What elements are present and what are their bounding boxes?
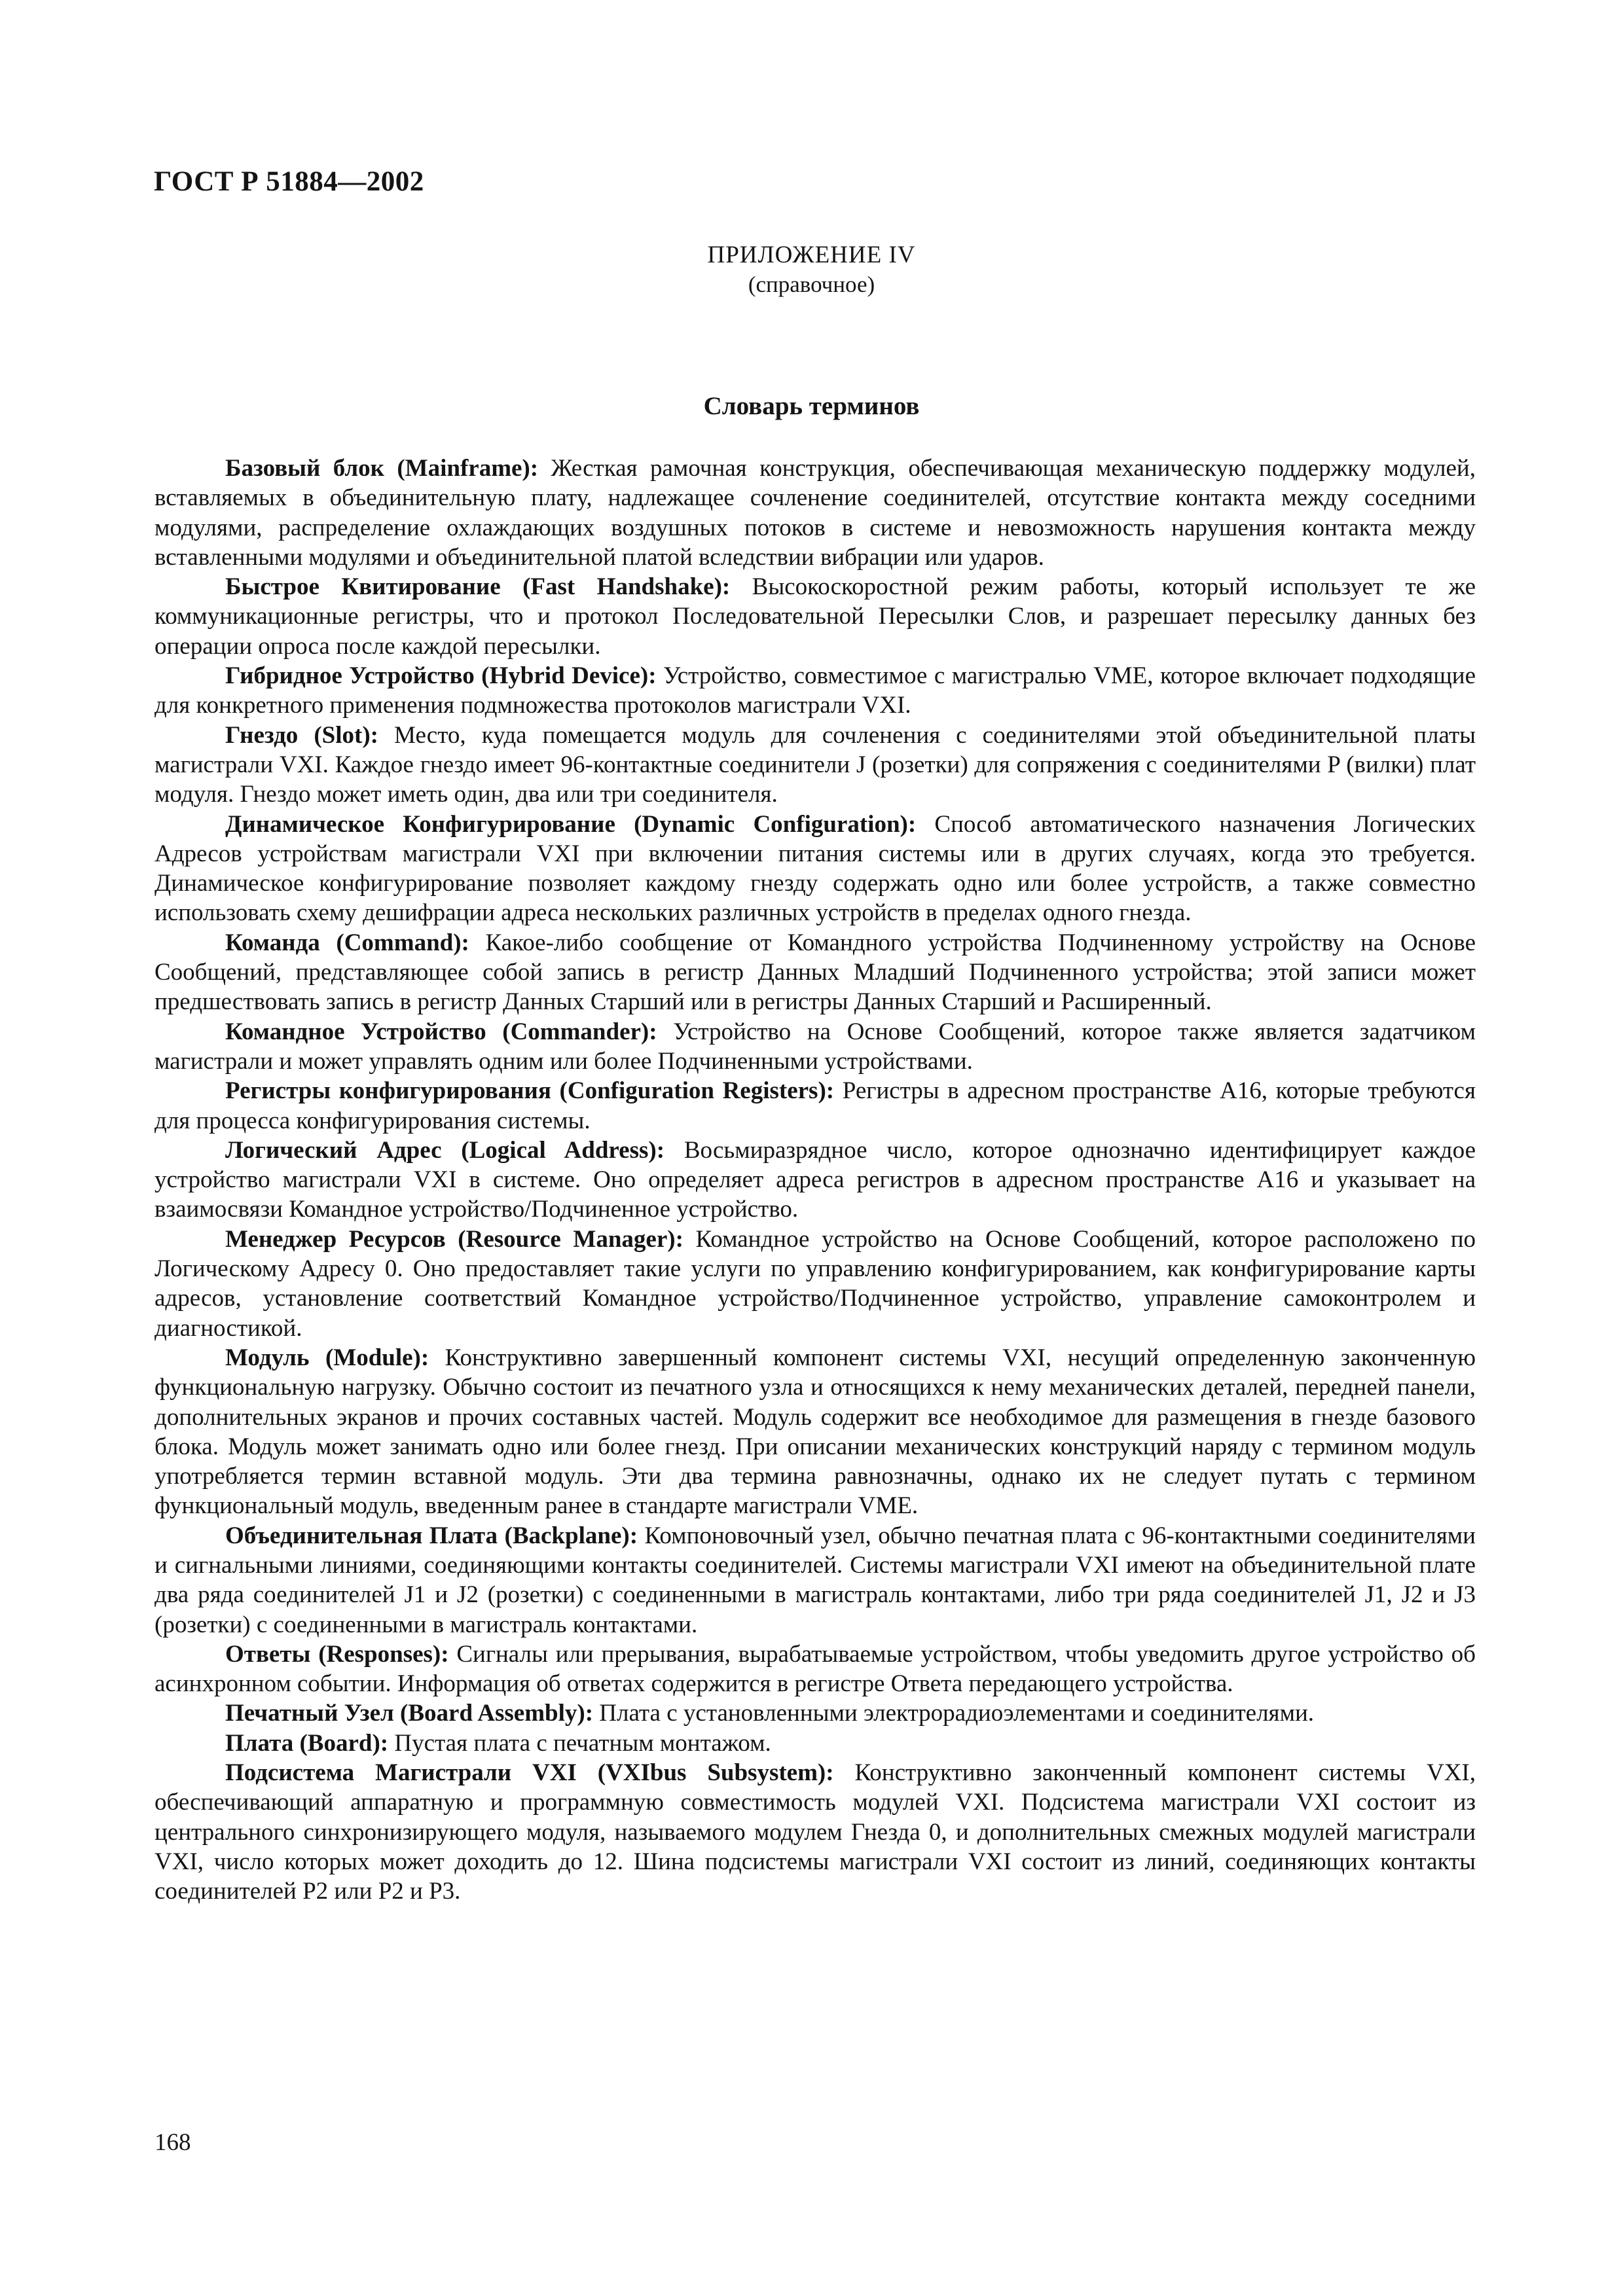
entry-definition: Жесткая рамочная конструкция, обеспечивающая механическую поддержку модулей, вставляемых в объединительную плату, надлежащее сочленение соединителей, отсутствие контакта между соседними модулями, распределение охлаждающих воздушных потоков в системе и невозможность нарушения контакта между вставленными модулями и объединительной платой вследствии вибрации или ударов.: [155, 455, 1476, 571]
entry-term: Менеджер Ресурсов (Resource Manager):: [225, 1225, 684, 1253]
glossary-entry-responses: [155, 1640, 1476, 1699]
entry-definition: Компоновочный узел, обычно печатная плата с 96-контактными соединителями и сигнальными линиями, соединяющими контакты соединителей. Системы магистрали VXI имеют на объединительной плате два ряда соединителей J1 и J2 (розетки) с соединенными в магистраль контактами, либо три ряда соединителей J1, J2 и J3 (розетки) с соединенными в магистраль контактами.: [155, 1522, 1476, 1638]
glossary-entry-fast-handshake: [155, 572, 1476, 661]
entry-term: Объединительная Плата (Backplane):: [225, 1522, 638, 1549]
glossary-entry-configuration-registers: [155, 1076, 1476, 1136]
entry-definition: Конструктивно законченный компонент системы VXI, обеспечивающий аппаратную и программную совместимость модулей VXI. Подсистема магистрали VXI состоит из центрального синхронизирующего модуля, называемого модулем Гнезда 0, и дополнительных смежных модулей магистрали VXI, число которых может доходить до 12. Шина подсистемы магистрали VXI состоит из линий, соединяющих контакты соединителей P2 или P2 и P3.: [155, 1759, 1476, 1905]
glossary-entry-dynamic-configuration: [155, 810, 1476, 928]
glossary-entry-slot: [155, 721, 1476, 810]
glossary-title: Словарь терминов: [703, 392, 920, 420]
entry-definition: Плата с установленными электрорадиоэлементами и соединителями.: [593, 1700, 1315, 1727]
entry-term: Регистры конфигурирования (Configuration Registers):: [225, 1077, 835, 1105]
entry-term: Плата (Board):: [225, 1729, 389, 1757]
entry-definition: Конструктивно завершенный компонент системы VXI, несущий определенную законченную функциональную нагрузку. Обычно состоит из печатного узла и относящихся к нему механических деталей, передней панели, дополнительных экранов и прочих составных частей. Модуль содержит все необходимое для размещения в гнезде базового блока. Модуль может занимать одно или более гнезд. При описании механических конструкций наряду с термином модуль употребляется термин вставной модуль. Эти два термина равнозначны, однако их не следует путать с термином функциональный модуль, введенным ранее в стандарте магистрали VME.: [155, 1344, 1476, 1520]
entry-definition: Какое-либо сообщение от Командного устройства Подчиненному устройству на Основе Сообщений, представляющее собой запись в регистр Данных Младший Подчиненного устройства; этой записи может предшествовать запись в регистр Данных Старший или в регистры Данных Старший и Расширенный.: [155, 929, 1476, 1016]
glossary-entry-module: [155, 1343, 1476, 1521]
glossary-entry-mainframe: [155, 454, 1476, 572]
glossary-entry-vxibus-subsystem: [155, 1758, 1476, 1906]
entry-definition: Пустая плата с печатным монтажом.: [388, 1729, 771, 1757]
glossary-entry-resource-manager: [155, 1225, 1476, 1343]
entry-term: Печатный Узел (Board Assembly):: [225, 1700, 594, 1727]
glossary-entry-logical-address: [155, 1136, 1476, 1225]
glossary-entry-commander: [155, 1017, 1476, 1077]
entry-definition: Способ автоматического назначения Логических Адресов устройствам магистрали VXI при включении питания системы или в других случаях, когда это требуется. Динамическое конфигурирование позволяет каждому гнезду содержать одно или более устройств, а также совместно использовать схему дешифрации адреса нескольких различных устройств в пределах одного гнезда.: [155, 810, 1476, 927]
entry-term: Гибридное Устройство (Hybrid Device):: [225, 662, 657, 690]
glossary-entries: [155, 454, 1476, 1907]
entry-term: Логический Адрес (Logical Address):: [225, 1136, 665, 1164]
entry-definition: Командное устройство на Основе Сообщений, которое расположено по Логическому Адресу 0. Оно предоставляет такие услуги по управлению конфигурированием, как конфигурирование карты адресов, установление соответствий Командное устройство/Подчиненное устройство, управление самоконтролем и диагностикой.: [155, 1225, 1476, 1342]
appendix-title: ПРИЛОЖЕНИЕ IV: [707, 242, 916, 268]
entry-definition: Устройство на Основе Сообщений, которое также является задатчиком магистрали и может управлять одним или более Подчиненными устройствами.: [155, 1018, 1476, 1075]
entry-term: Динамическое Конфигурирование (Dynamic Configuration):: [225, 810, 917, 838]
entry-definition: Высокоскоростной режим работы, который использует те же коммуникационные регистры, что и протокол Последовательной Пересылки Слов, и разрешает пересылку данных без операции опроса после каждой пересылки.: [155, 573, 1476, 660]
entry-term: Быстрое Квитирование (Fast Handshake):: [225, 573, 731, 601]
entry-definition: Восьмиразрядное число, которое однозначно идентифицирует каждое устройство магистрали VXI в системе. Оно определяет адреса регистров в адресном пространстве A16 и указывает на взаимосвязи Командное устройство/Подчиненное устройство.: [155, 1136, 1476, 1223]
entry-definition: Регистры в адресном пространстве A16, которые требуются для процесса конфигурирования системы.: [155, 1077, 1476, 1134]
glossary-entry-command: [155, 928, 1476, 1017]
entry-term: Модуль (Module):: [225, 1344, 429, 1371]
glossary-entry-hybrid-device: [155, 661, 1476, 721]
glossary-entry-board: [155, 1729, 1476, 1758]
entry-term: Подсистема Магистрали VXI (VXIbus Subsystem):: [225, 1759, 834, 1787]
entry-term: Команда (Command):: [225, 929, 469, 956]
entry-definition: Сигналы или прерывания, вырабатываемые устройством, чтобы уведомить другое устройство об асинхронном событии. Информация об ответах содержится в регистре Ответа передающего устройства.: [155, 1640, 1476, 1698]
page-number: 168: [155, 2129, 191, 2156]
appendix-type: (справочное): [748, 272, 875, 297]
entry-term: Базовый блок (Mainframe):: [225, 455, 539, 482]
entry-definition: Устройство, совместимое с магистралью VME, которое включает подходящие для конкретного применения подмножества протоколов магистрали VXI.: [155, 662, 1476, 719]
entry-term: Гнездо (Slot):: [225, 721, 378, 749]
entry-term: Ответы (Responses):: [225, 1640, 449, 1668]
document-header: ГОСТ Р 51884—2002: [154, 166, 424, 197]
entry-term: Командное Устройство (Commander):: [225, 1018, 657, 1045]
entry-definition: Место, куда помещается модуль для сочленения с соединителями этой объединительной платы магистрали VXI. Каждое гнездо имеет 96-контактные соединители J (розетки) для сопряжения с соединителями P (вилки) плат модуля. Гнездо может иметь один, два или три соединителя.: [155, 721, 1476, 808]
glossary-entry-backplane: [155, 1521, 1476, 1640]
glossary-entry-board-assembly: [155, 1698, 1476, 1728]
